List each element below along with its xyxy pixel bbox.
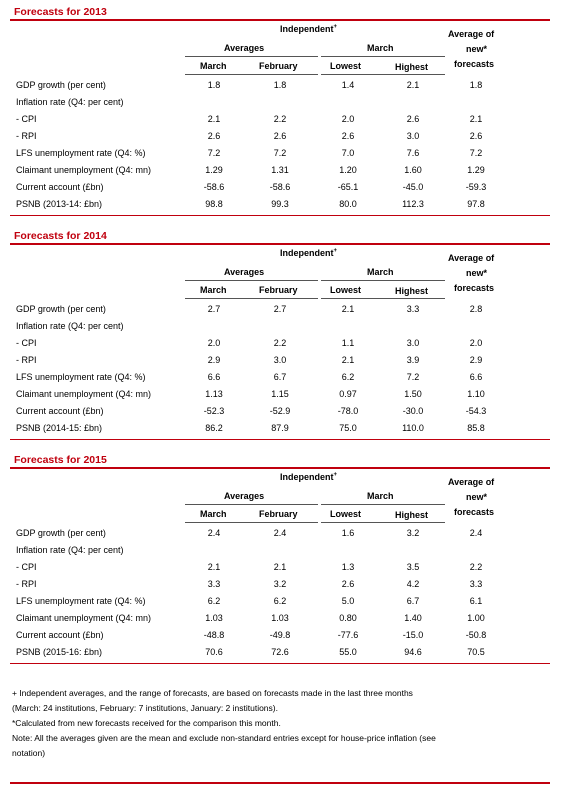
table-row — [10, 128, 550, 145]
table-cell: 0.97 — [339, 389, 357, 399]
col-march: March — [200, 509, 227, 519]
table-row — [10, 77, 550, 94]
table-cell: 2.1 — [207, 562, 221, 572]
table-cell: 1.4 — [341, 80, 355, 90]
table-cell: 6.7 — [273, 372, 287, 382]
row-label: - RPI — [16, 579, 37, 589]
row-label: GDP growth (per cent) — [16, 528, 106, 538]
table-cell: 1.03 — [205, 613, 223, 623]
table-cell: 6.2 — [273, 596, 287, 606]
averages-underline — [185, 280, 318, 281]
average-new-header-line3: forecasts — [454, 507, 495, 517]
table-cell: 6.2 — [341, 372, 355, 382]
table-cell: 6.2 — [207, 596, 221, 606]
column-headers — [10, 21, 550, 77]
row-label: Claimant unemployment (Q4: mn) — [16, 613, 152, 623]
averages-underline — [185, 56, 318, 57]
table-cell: 2.6 — [341, 579, 355, 589]
table-cell: 1.40 — [404, 613, 422, 623]
footnote-line: *Calculated from new forecasts received for the comparison this month. — [12, 718, 281, 728]
table-cell: 70.5 — [467, 647, 485, 657]
average-new-header-line2: new* — [466, 492, 488, 502]
row-label: GDP growth (per cent) — [16, 304, 106, 314]
footnote-line: (March: 24 institutions, February: 7 institutions, January: 2 institutions). — [12, 703, 278, 713]
table-cell: 3.2 — [273, 579, 287, 589]
march-group-header: March — [367, 267, 394, 277]
table-cell: 2.0 — [207, 338, 221, 348]
row-label: Current account (£bn) — [16, 406, 104, 416]
table-cell: 3.2 — [406, 528, 420, 538]
table-cell: 1.31 — [271, 165, 289, 175]
table-cell: 3.5 — [406, 562, 420, 572]
table-cell: 112.3 — [402, 199, 424, 209]
table-cell: 2.4 — [273, 528, 287, 538]
table-cell: -45.0 — [402, 182, 424, 192]
table-cell: 2.6 — [406, 114, 420, 124]
row-label: Claimant unemployment (Q4: mn) — [16, 165, 152, 175]
table-cell: 3.3 — [469, 579, 483, 589]
table-cell: 99.3 — [271, 199, 289, 209]
col-lowest: Lowest — [330, 509, 362, 519]
table-cell: 2.6 — [273, 131, 287, 141]
table-cell: 6.6 — [207, 372, 221, 382]
table-cell: -58.6 — [269, 182, 291, 192]
table-cell: 7.2 — [469, 148, 483, 158]
table-cell: 2.2 — [469, 562, 483, 572]
row-label: PSNB (2013-14: £bn) — [16, 199, 103, 209]
table-cell: 4.2 — [406, 579, 420, 589]
section-bottom-rule — [10, 215, 550, 216]
col-february: February — [259, 509, 298, 519]
table-cell: 2.0 — [341, 114, 355, 124]
table-row — [10, 318, 550, 335]
table-cell: 6.6 — [469, 372, 483, 382]
row-label: Current account (£bn) — [16, 182, 104, 192]
table-row — [10, 179, 550, 196]
average-new-header-line3: forecasts — [454, 59, 495, 69]
row-label: LFS unemployment rate (Q4: %) — [16, 596, 146, 606]
march-cols-underline — [321, 74, 445, 75]
table-cell: 3.3 — [406, 304, 420, 314]
averages-header: Averages — [224, 491, 265, 501]
table-cell: 2.1 — [207, 114, 221, 124]
table-cell: -48.8 — [203, 630, 225, 640]
table-cell: 2.4 — [207, 528, 221, 538]
row-label: - CPI — [16, 562, 37, 572]
averages-header: Averages — [224, 267, 265, 277]
table-cell: 2.2 — [273, 114, 287, 124]
table-cell: 3.3 — [207, 579, 221, 589]
column-headers — [10, 245, 550, 301]
march-underline — [321, 504, 445, 505]
table-cell: 1.20 — [339, 165, 357, 175]
row-label: Inflation rate (Q4: per cent) — [16, 97, 124, 107]
table-cell: 70.6 — [205, 647, 223, 657]
averages-cols-underline — [185, 298, 318, 299]
table-cell: 6.1 — [469, 596, 483, 606]
table-cell: -77.6 — [337, 630, 359, 640]
table-cell: -78.0 — [337, 406, 359, 416]
forecast-section — [10, 230, 550, 454]
section-bottom-rule — [10, 439, 550, 440]
table-cell: 2.4 — [469, 528, 483, 538]
average-new-header-line1: Average of — [448, 29, 495, 39]
table-cell: -52.3 — [203, 406, 225, 416]
row-label: Current account (£bn) — [16, 630, 104, 640]
table-cell: 2.0 — [469, 338, 483, 348]
row-label: - CPI — [16, 114, 37, 124]
table-cell: 2.7 — [207, 304, 221, 314]
row-label: Claimant unemployment (Q4: mn) — [16, 389, 152, 399]
table-row — [10, 162, 550, 179]
table-cell: 1.03 — [271, 613, 289, 623]
forecast-section — [10, 6, 550, 230]
table-cell: 1.13 — [205, 389, 223, 399]
table-cell: 2.1 — [341, 355, 355, 365]
table-cell: -58.6 — [203, 182, 225, 192]
col-march: March — [200, 61, 227, 71]
table-row — [10, 627, 550, 644]
table-cell: 2.6 — [469, 131, 483, 141]
table-cell: 80.0 — [339, 199, 357, 209]
table-cell: -30.0 — [402, 406, 424, 416]
table-cell: 72.6 — [271, 647, 289, 657]
table-cell: 1.8 — [469, 80, 483, 90]
col-february: February — [259, 285, 298, 295]
table-row — [10, 352, 550, 369]
table-cell: 1.10 — [467, 389, 485, 399]
col-february: February — [259, 61, 298, 71]
table-row — [10, 386, 550, 403]
table-row — [10, 145, 550, 162]
table-cell: 87.9 — [271, 423, 289, 433]
table-row — [10, 593, 550, 610]
table-row — [10, 420, 550, 437]
table-cell: 97.8 — [467, 199, 485, 209]
footnote-line: notation) — [12, 748, 46, 758]
table-cell: 86.2 — [205, 423, 223, 433]
table-row — [10, 94, 550, 111]
row-label: - RPI — [16, 131, 37, 141]
average-new-header-line1: Average of — [448, 253, 495, 263]
table-row — [10, 335, 550, 352]
table-cell: 1.8 — [207, 80, 221, 90]
table-cell: 1.8 — [273, 80, 287, 90]
col-march: March — [200, 285, 227, 295]
row-label: - CPI — [16, 338, 37, 348]
table-cell: 7.2 — [406, 372, 420, 382]
march-group-header: March — [367, 43, 394, 53]
table-cell: -65.1 — [337, 182, 359, 192]
table-row — [10, 525, 550, 542]
march-group-header: March — [367, 491, 394, 501]
table-cell: 2.6 — [207, 131, 221, 141]
table-row — [10, 196, 550, 213]
table-cell: 1.15 — [271, 389, 289, 399]
col-lowest: Lowest — [330, 285, 362, 295]
table-cell: 85.8 — [467, 423, 485, 433]
table-cell: 3.0 — [406, 338, 420, 348]
table-cell: 1.29 — [205, 165, 223, 175]
col-highest: Highest — [395, 510, 429, 520]
table-row — [10, 576, 550, 593]
row-label: Inflation rate (Q4: per cent) — [16, 321, 124, 331]
average-new-header-line1: Average of — [448, 477, 495, 487]
table-cell: -52.9 — [269, 406, 291, 416]
independent-header: Independent+ — [280, 24, 338, 34]
table-row — [10, 403, 550, 420]
table-cell: 5.0 — [341, 596, 355, 606]
table-cell: 2.8 — [469, 304, 483, 314]
table-row — [10, 644, 550, 661]
table-row — [10, 369, 550, 386]
table-cell: 2.1 — [273, 562, 287, 572]
march-cols-underline — [321, 522, 445, 523]
table-cell: 2.2 — [273, 338, 287, 348]
section-bottom-rule — [10, 663, 550, 664]
table-cell: 2.9 — [469, 355, 483, 365]
table-cell: 2.1 — [469, 114, 483, 124]
table-cell: 98.8 — [205, 199, 223, 209]
table-row — [10, 301, 550, 318]
col-highest: Highest — [395, 286, 429, 296]
row-label: PSNB (2015-16: £bn) — [16, 647, 103, 657]
table-cell: 3.0 — [273, 355, 287, 365]
table-row — [10, 610, 550, 627]
row-label: LFS unemployment rate (Q4: %) — [16, 372, 146, 382]
table-cell: 0.80 — [339, 613, 357, 623]
section-title: Forecasts for 2013 — [14, 6, 107, 18]
table-cell: 2.6 — [341, 131, 355, 141]
table-cell: 1.50 — [404, 389, 422, 399]
table-row — [10, 542, 550, 559]
column-headers — [10, 469, 550, 525]
independent-header: Independent+ — [280, 472, 338, 482]
averages-header: Averages — [224, 43, 265, 53]
average-new-header-line2: new* — [466, 268, 488, 278]
table-cell: 2.1 — [341, 304, 355, 314]
table-cell: 1.29 — [467, 165, 485, 175]
table-cell: -50.8 — [465, 630, 487, 640]
forecast-tables — [10, 6, 550, 678]
table-cell: 3.0 — [406, 131, 420, 141]
average-new-header-line3: forecasts — [454, 283, 495, 293]
table-cell: 7.6 — [406, 148, 420, 158]
table-cell: 7.0 — [341, 148, 355, 158]
table-cell: 75.0 — [339, 423, 357, 433]
table-cell: 7.2 — [273, 148, 287, 158]
footnotes — [10, 686, 550, 761]
average-new-header-line2: new* — [466, 44, 488, 54]
averages-cols-underline — [185, 74, 318, 75]
table-cell: 1.6 — [341, 528, 355, 538]
table-cell: -59.3 — [465, 182, 487, 192]
table-cell: 1.3 — [341, 562, 355, 572]
row-label: LFS unemployment rate (Q4: %) — [16, 148, 146, 158]
table-cell: 55.0 — [339, 647, 357, 657]
row-label: PSNB (2014-15: £bn) — [16, 423, 103, 433]
march-underline — [321, 280, 445, 281]
table-row — [10, 559, 550, 576]
table-cell: 1.1 — [341, 338, 355, 348]
table-cell: 3.9 — [406, 355, 420, 365]
table-cell: 1.00 — [467, 613, 485, 623]
table-cell: 6.7 — [406, 596, 420, 606]
row-label: Inflation rate (Q4: per cent) — [16, 545, 124, 555]
independent-header: Independent+ — [280, 248, 338, 258]
table-cell: 2.1 — [406, 80, 420, 90]
table-cell: 1.60 — [404, 165, 422, 175]
table-cell: 2.9 — [207, 355, 221, 365]
march-cols-underline — [321, 298, 445, 299]
col-highest: Highest — [395, 62, 429, 72]
averages-underline — [185, 504, 318, 505]
col-lowest: Lowest — [330, 61, 362, 71]
forecast-section — [10, 454, 550, 678]
table-cell: 2.7 — [273, 304, 287, 314]
table-cell: 7.2 — [207, 148, 221, 158]
row-label: GDP growth (per cent) — [16, 80, 106, 90]
table-cell: 110.0 — [402, 423, 424, 433]
table-cell: -15.0 — [402, 630, 424, 640]
table-cell: 94.6 — [404, 647, 422, 657]
table-row — [10, 111, 550, 128]
table-cell: -49.8 — [269, 630, 291, 640]
row-label: - RPI — [16, 355, 37, 365]
section-title: Forecasts for 2015 — [14, 454, 107, 466]
footnote-line: + Independent averages, and the range of forecasts, are based on forecasts made in the last three months — [12, 688, 413, 698]
bottom-rule — [10, 782, 550, 784]
table-cell: -54.3 — [465, 406, 487, 416]
footnote-line: Note: All the averages given are the mean and exclude non-standard entries except for house-price inflation (see — [12, 733, 436, 743]
section-title: Forecasts for 2014 — [14, 230, 107, 242]
march-underline — [321, 56, 445, 57]
averages-cols-underline — [185, 522, 318, 523]
